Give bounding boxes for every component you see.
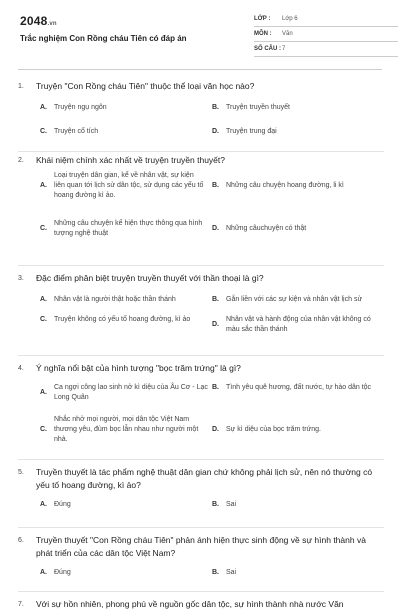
option-text: Đúng <box>54 569 71 576</box>
option-text: Sai <box>226 569 237 576</box>
question-text: Ý nghĩa nổi bật của hình tượng "bọc trăm trứng" là gì? <box>36 363 241 373</box>
option-b[interactable] <box>212 383 384 393</box>
meta-row-class <box>254 12 398 27</box>
option-label: C. <box>40 225 47 232</box>
meta-key: MÔN : <box>254 31 272 37</box>
meta-row-subject <box>254 27 398 42</box>
question-title <box>18 78 384 93</box>
option-text: Nhân vật và hành động của nhân vật không có màu sắc thần thánh <box>226 316 371 333</box>
question-title <box>18 266 384 285</box>
question-number: 4. <box>18 365 24 372</box>
question-2 <box>18 152 384 266</box>
question-list <box>18 78 384 612</box>
option-label: D. <box>212 128 219 135</box>
question-4 <box>18 356 384 460</box>
option-text: Sự kì diệu của bọc trăm trứng. <box>226 426 321 433</box>
option-label: B. <box>212 104 219 111</box>
option-c[interactable] <box>40 219 204 239</box>
option-d[interactable] <box>212 127 384 137</box>
header <box>18 0 382 70</box>
meta-info <box>254 12 398 57</box>
question-text: Truyền thuyết là tác phẩm nghệ thuật dân gian chứ không phải lịch sử, nên nó thường có yếu tố hoang đường, kì ảo? <box>36 467 373 490</box>
option-text: Truyện truyền thuyết <box>226 104 290 111</box>
option-text: Truyện ngụ ngôn <box>54 104 107 111</box>
option-c[interactable] <box>40 415 208 445</box>
option-b[interactable] <box>212 181 384 191</box>
option-d[interactable] <box>212 315 384 335</box>
meta-key: SỐ CÂU : <box>254 46 281 52</box>
meta-value: Văn <box>282 31 293 37</box>
question-title <box>18 528 384 560</box>
question-number: 7. <box>18 601 24 608</box>
option-b[interactable] <box>212 568 372 578</box>
option-label: D. <box>212 321 219 328</box>
option-label: A. <box>40 104 47 111</box>
logo-main: 2048 <box>20 14 48 28</box>
option-c[interactable] <box>40 315 204 325</box>
option-text: Ca ngợi công lao sinh nở kì diệu của Âu Cơ - Lạc Long Quân <box>54 384 208 401</box>
meta-key: LỚP : <box>254 16 271 22</box>
question-title <box>18 460 384 492</box>
option-b[interactable] <box>212 500 372 510</box>
option-c[interactable] <box>40 127 200 137</box>
option-b[interactable] <box>212 103 384 113</box>
option-label: C. <box>40 316 47 323</box>
option-b[interactable] <box>212 295 384 305</box>
option-text: Tình yêu quê hương, đất nước, tự hào dân tộc <box>226 384 372 391</box>
option-text: Loại truyện dân gian, kể về nhân vật, sự kiện liên quan tới lịch sử dân tộc, sử dụng các yếu tố hoang đường kì ảo. <box>54 172 204 199</box>
option-label: A. <box>40 182 47 189</box>
question-number: 6. <box>18 537 24 544</box>
option-label: B. <box>212 182 219 189</box>
meta-row-count <box>254 42 398 57</box>
question-5 <box>18 460 384 528</box>
option-label: D. <box>212 225 219 232</box>
option-text: Gắn liền với các sự kiện và nhân vật lịch sử <box>226 296 363 303</box>
question-title <box>18 356 384 375</box>
question-text: Đặc điểm phân biệt truyện truyền thuyết với thần thoại là gì? <box>36 273 264 283</box>
option-label: A. <box>40 569 47 576</box>
question-6 <box>18 528 384 592</box>
option-text: Truyện trung đại <box>226 128 277 135</box>
option-a[interactable] <box>40 171 204 201</box>
option-a[interactable] <box>40 103 200 113</box>
option-label: D. <box>212 426 219 433</box>
question-title <box>18 592 384 611</box>
option-text: Đúng <box>54 501 71 508</box>
option-label: B. <box>212 296 219 303</box>
option-text: Truyện không có yếu tố hoang đường, kì ảo <box>54 316 191 323</box>
option-a[interactable] <box>40 295 208 305</box>
option-label: A. <box>40 296 47 303</box>
option-text: Những câu chuyện hoang đường, li kì <box>226 182 344 189</box>
option-a[interactable] <box>40 383 208 403</box>
meta-value: Lớp 6 <box>282 16 298 22</box>
option-label: B. <box>212 569 219 576</box>
option-text: Những câu chuyện kể hiện thực thông qua hình tượng nghệ thuật <box>54 220 203 237</box>
question-number: 2. <box>18 157 24 164</box>
option-label: B. <box>212 384 219 391</box>
option-label: C. <box>40 128 47 135</box>
question-text: Với sự hồn nhiên, phong phú về nguồn gốc dân tộc, sự hình thành nhà nước Văn <box>36 599 344 609</box>
option-text: Nhắc nhở mọi người, mọi dân tộc Việt Nam thương yêu, đùm bọc lẫn nhau như người một nhà. <box>54 416 199 443</box>
question-3 <box>18 266 384 356</box>
question-number: 5. <box>18 469 24 476</box>
option-text: Truyện cổ tích <box>54 128 99 135</box>
question-text: Truyền thuyết "Con Rồng cháu Tiên" phản ánh hiện thực sinh động về sự hình thành và phát triển của các dân tộc Việt Nam? <box>36 535 366 558</box>
option-label: A. <box>40 389 47 396</box>
option-a[interactable] <box>40 568 200 578</box>
logo[interactable] <box>20 14 57 28</box>
option-text: Những câuchuyện có thật <box>226 225 307 232</box>
question-number: 3. <box>18 275 24 282</box>
option-text: Nhân vật là người thật hoặc thần thánh <box>54 296 176 303</box>
question-text: Khái niệm chính xác nhất về truyện truyền thuyết? <box>36 155 226 165</box>
option-label: B. <box>212 501 219 508</box>
question-text: Truyện "Con Rồng cháu Tiên" thuộc thể loại văn học nào? <box>36 81 255 91</box>
page-title: Trắc nghiệm Con Rồng cháu Tiên có đáp án <box>20 34 187 43</box>
option-label: A. <box>40 501 47 508</box>
question-7 <box>18 592 384 612</box>
logo-suffix: .vn <box>47 21 57 27</box>
option-d[interactable] <box>212 425 384 435</box>
question-number: 1. <box>18 83 24 90</box>
meta-value: 7 <box>282 46 286 52</box>
question-1 <box>18 78 384 152</box>
option-text: Sai <box>226 501 237 508</box>
option-d[interactable] <box>212 224 384 234</box>
option-label: C. <box>40 426 47 433</box>
question-title <box>18 152 384 167</box>
option-a[interactable] <box>40 500 200 510</box>
